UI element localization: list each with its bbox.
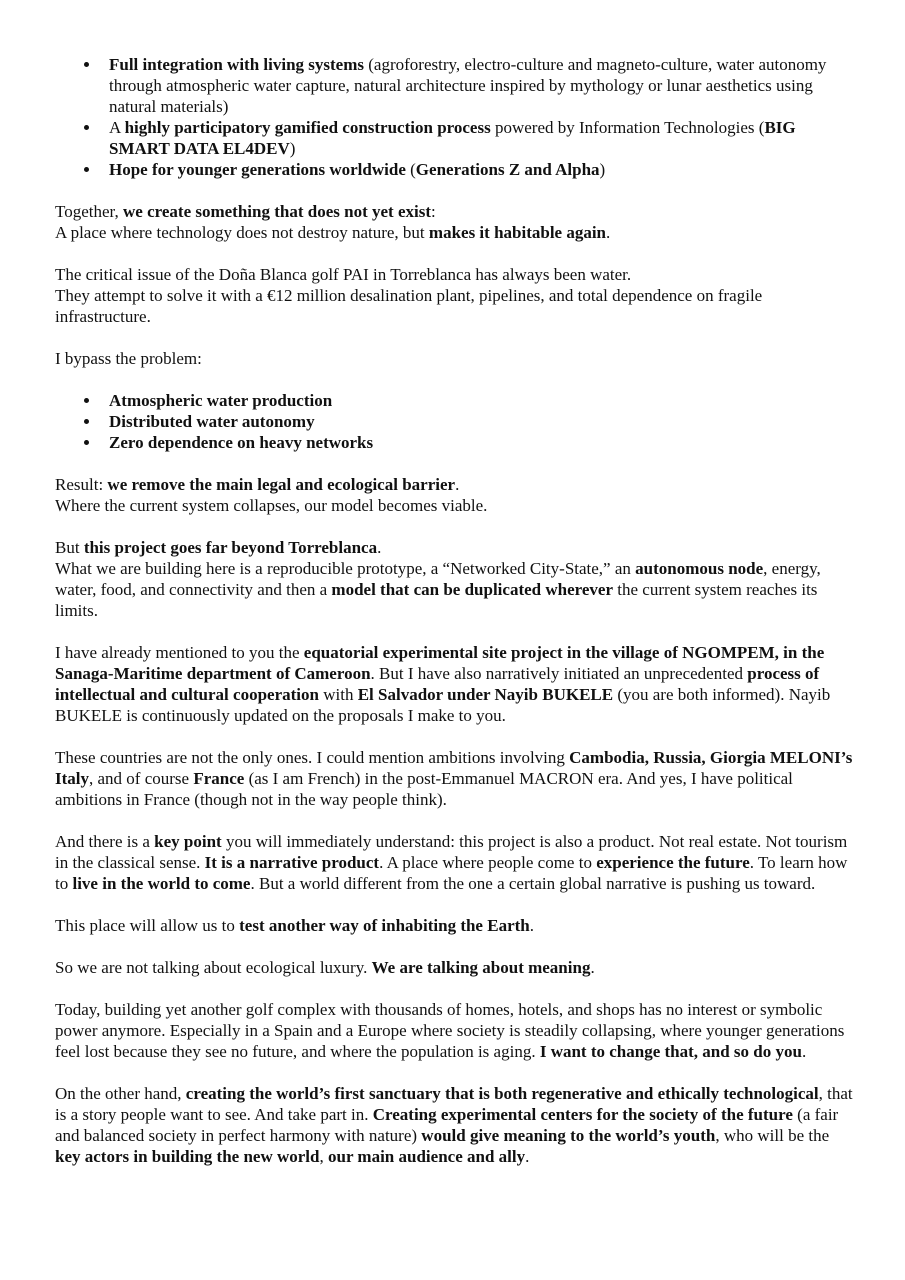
list-item xyxy=(109,117,855,159)
bold-text: El Salvador under Nayib BUKELE xyxy=(357,685,614,704)
bold-text: Zero dependence on heavy networks xyxy=(109,433,374,452)
text-span: , energy, water, food, and connectivity and then a xyxy=(55,559,821,599)
text-span: Today, building yet another golf complex with thousands of homes, hotels, and shops has no interest or symbolic power anymore. Especially in a Spain and a Europe where society is steadily collapsing, where younger generations feel lost because they see no future, and where the population is aging. xyxy=(55,1000,845,1061)
bold-text: Cambodia, Russia, Giorgia MELONI’s Italy xyxy=(55,748,853,788)
list-item xyxy=(109,390,855,411)
paragraph-other-hand xyxy=(55,1083,855,1167)
text-span: And there is a xyxy=(55,832,155,851)
text-span: . A place where people come to xyxy=(379,853,597,872)
text-span: (as I am French) in the post-Emmanuel MACRON era. And yes, I have political ambitions in France (though not in the way people think). xyxy=(55,769,793,809)
bold-text: we remove the main legal and ecological barrier xyxy=(107,475,456,494)
bold-text: France xyxy=(193,769,245,788)
bold-text: equatorial experimental site project in the village of NGOMPEM, in the Sanaga-Maritime department of Cameroon xyxy=(55,643,825,683)
text-span: . xyxy=(455,475,460,494)
text-span: Where the current system collapses, our model becomes viable. xyxy=(55,496,488,515)
paragraph-beyond xyxy=(55,537,855,621)
text-span: What we are building here is a reproducible prototype, a “Networked City-State,” an xyxy=(55,559,636,578)
text-span: you will immediately understand: this project is also a product. Not real estate. Not tourism in the classical sense. xyxy=(55,832,848,872)
bold-text: makes it habitable again xyxy=(428,223,607,242)
bold-text: Atmospheric water production xyxy=(109,391,333,410)
text-span: This place will allow us to xyxy=(55,916,240,935)
text-span: . xyxy=(525,1147,530,1166)
bold-text: I want to change that, and so do you xyxy=(539,1042,802,1061)
text-span: . To learn how to xyxy=(55,853,848,893)
text-span: I have already mentioned to you the xyxy=(55,643,304,662)
text-span: . But a world different from the one a certain global narrative is pushing us toward. xyxy=(250,874,816,893)
text-span: , who will be the xyxy=(715,1126,830,1145)
bold-text: would give meaning to the world’s youth xyxy=(421,1126,716,1145)
text-span: Together, xyxy=(55,202,123,221)
text-span: . xyxy=(590,958,595,977)
bold-text: live in the world to come xyxy=(72,874,251,893)
text-span: But xyxy=(55,538,84,557)
text-span: A xyxy=(109,118,125,137)
text-span: (agroforestry, electro-culture and magneto-culture, water autonomy through atmospheric water capture, natural architecture inspired by mythology or lunar aesthetics using natural materials) xyxy=(109,55,827,116)
text-span: . But I have also narratively initiated an unprecedented xyxy=(370,664,748,683)
paragraph-bypass: I bypass the problem: xyxy=(55,349,202,368)
text-span: with xyxy=(318,685,358,704)
text-span: , that is a story people want to see. And take part in. xyxy=(55,1084,853,1124)
paragraph-together xyxy=(55,201,855,243)
paragraph-today xyxy=(55,999,855,1062)
text-span: : xyxy=(430,202,436,221)
text-span: These countries are not the only ones. I could mention ambitions involving xyxy=(55,748,570,767)
list-item xyxy=(109,159,855,180)
text-span: A place where technology does not destroy nature, but xyxy=(55,223,429,242)
bullet-list-integration xyxy=(55,54,855,180)
bold-text: process of intellectual and cultural cooperation xyxy=(55,664,820,704)
bold-text: we create something that does not yet exist xyxy=(123,202,431,221)
text-span: the current system reaches its limits. xyxy=(55,580,818,620)
text-span: (you are both informed). Nayib BUKELE is continuously updated on the proposals I make to you. xyxy=(55,685,831,725)
text-span: Result: xyxy=(55,475,108,494)
bold-text: our main audience and ally xyxy=(327,1147,526,1166)
bold-text: model that can be duplicated wherever xyxy=(331,580,614,599)
bold-text: this project goes far beyond Torreblanca xyxy=(83,538,378,557)
text-span: , and of course xyxy=(89,769,194,788)
paragraph-key-point xyxy=(55,831,855,894)
text-span: . xyxy=(606,223,611,242)
text-span: . xyxy=(377,538,382,557)
text-span: ) xyxy=(289,139,296,158)
bold-text: BIG SMART DATA EL4DEV xyxy=(109,118,796,158)
text-span: They attempt to solve it with a €12 million desalination plant, pipelines, and total dependence on fragile infrastructure. xyxy=(55,286,763,326)
bold-text: autonomous node xyxy=(635,559,764,578)
bold-text: Hope for younger generations worldwide xyxy=(109,160,406,179)
bold-text: Generations Z and Alpha xyxy=(415,160,600,179)
bold-text: creating the world’s first sanctuary that is both regenerative and ethically technological xyxy=(185,1084,819,1103)
text-span: ( xyxy=(405,160,416,179)
text-span: . xyxy=(529,916,534,935)
paragraph-test xyxy=(55,915,855,936)
bold-text: test another way of inhabiting the Earth xyxy=(239,916,530,935)
paragraph-critical-issue xyxy=(55,264,855,327)
list-item xyxy=(109,411,855,432)
text-span: powered by Information Technologies ( xyxy=(490,118,765,137)
text-span: On the other hand, xyxy=(55,1084,186,1103)
bold-text: key actors in building the new world xyxy=(55,1147,320,1166)
text-span: (a fair and balanced society in perfect harmony with nature) xyxy=(55,1105,839,1145)
paragraph-result xyxy=(55,474,855,516)
bold-text: highly participatory gamified construction process xyxy=(124,118,491,137)
bold-text: Distributed water autonomy xyxy=(109,412,315,431)
paragraph-countries xyxy=(55,747,855,810)
list-item xyxy=(109,54,855,117)
list-item xyxy=(109,432,855,453)
paragraph-mentioned xyxy=(55,642,855,726)
text-span: . xyxy=(801,1042,807,1061)
bold-text: Full integration with living systems xyxy=(109,55,365,74)
bullet-list-water xyxy=(55,390,855,453)
text-span: , xyxy=(319,1147,328,1166)
bold-text: key point xyxy=(154,832,222,851)
paragraph-meaning xyxy=(55,957,855,978)
bold-text: It is a narrative product xyxy=(204,853,380,872)
bold-text: We are talking about meaning xyxy=(371,958,591,977)
text-span: So we are not talking about ecological luxury. xyxy=(55,958,372,977)
text-span: The critical issue of the Doña Blanca golf PAI in Torreblanca has always been water. xyxy=(55,265,632,284)
bold-text: experience the future xyxy=(596,853,750,872)
bold-text: Creating experimental centers for the society of the future xyxy=(372,1105,793,1124)
text-span: ) xyxy=(599,160,606,179)
